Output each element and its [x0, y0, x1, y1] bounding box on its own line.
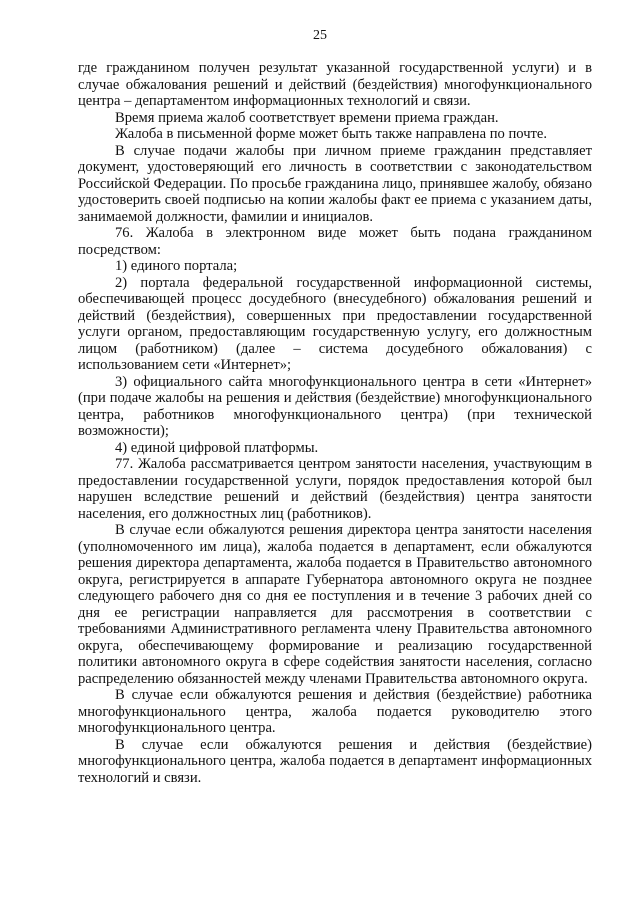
paragraph-mfc-employee-appeal: В случае если обжалуются решения и действия (бездействие) работника многофункционального центра, жалоба подается руководителю этого многофункционального центра. — [78, 687, 592, 736]
paragraph-subitem-1: 1) единого портала; — [115, 258, 238, 274]
paragraph-subitem-3: 3) официального сайта многофункционального центра в сети «Интернет» (при подаче жалобы на решения и действия (бездействие) многофункционального центра, работников многофункционального центра) (при технической возможности); — [78, 373, 592, 439]
paragraph-subitem-2: 2) портала федеральной государственной информационной системы, обеспечивающей процесс досудебного (внесудебного) обжалования решений и действий (бездействия), совершенных при предоставлении государственной услуги органом, предоставляющим государственную услугу, его должностным лицом (работником) (далее – система досудебного обжалования) с использованием сети «Интернет»; — [78, 274, 592, 373]
page-number: 25 — [313, 28, 327, 43]
paragraph-mfc-appeal: В случае если обжалуются решения и действия (бездействие) многофункционального центра, жалоба подается в департамент информационных технологий и связи. — [78, 736, 592, 786]
document-body — [78, 60, 592, 786]
paragraph-item-77: 77. Жалоба рассматривается центром занятости населения, участвующим в предоставлении государственной услуги, порядок предоставления которой был нарушен вследствие решений и действий (бездействия) центра занятости населения, его должностных лиц (работников). — [78, 456, 592, 522]
paragraph-continuation: где гражданином получен результат указанной государственной услуги) и в случае обжалования решений и действий (бездействия) многофункционального центра – департаментом информационных технологий и связи. — [78, 60, 592, 109]
paragraph-reception-time: Время приема жалоб соответствует времени приема граждан. — [115, 109, 499, 126]
paragraph-personal-reception: В случае подачи жалобы при личном приеме гражданин представляет документ, удостоверяющий его личность в соответствии с законодательством Российской Федерации. По просьбе гражданина лицо, принявшее жалобу, обязано удостоверить своей подписью на копии жалобы факт ее приема с указанием даты, занимаемой должности, фамилии и инициалов. — [78, 142, 592, 225]
paragraph-item-76: 76. Жалоба в электронном виде может быть подана гражданином посредством: — [78, 225, 592, 258]
paragraph-subitem-4: 4) единой цифровой платформы. — [115, 439, 319, 456]
paragraph-postal-complaint: Жалоба в письменной форме может быть также направлена по почте. — [115, 126, 548, 142]
paragraph-director-appeal: В случае если обжалуются решения директора центра занятости населения (уполномоченного им лица), жалоба подается в департамент, если обжалуются решения директора департамента, жалоба подается в Правительство автономного округа, регистрируется в аппарате Губернатора автономного округа не позднее следующего рабочего дня со дня ее поступления и в течение 3 рабочих дней со дня ее регистрации направляется для рассмотрения в соответствии с требованиями Административного регламента члену Правительства автономного округа, обеспечивающему формирование и реализацию государственной политики автономного округа в сфере содействия занятости населения, согласно распределению обязанностей между членами Правительства автономного округа. — [78, 522, 592, 687]
